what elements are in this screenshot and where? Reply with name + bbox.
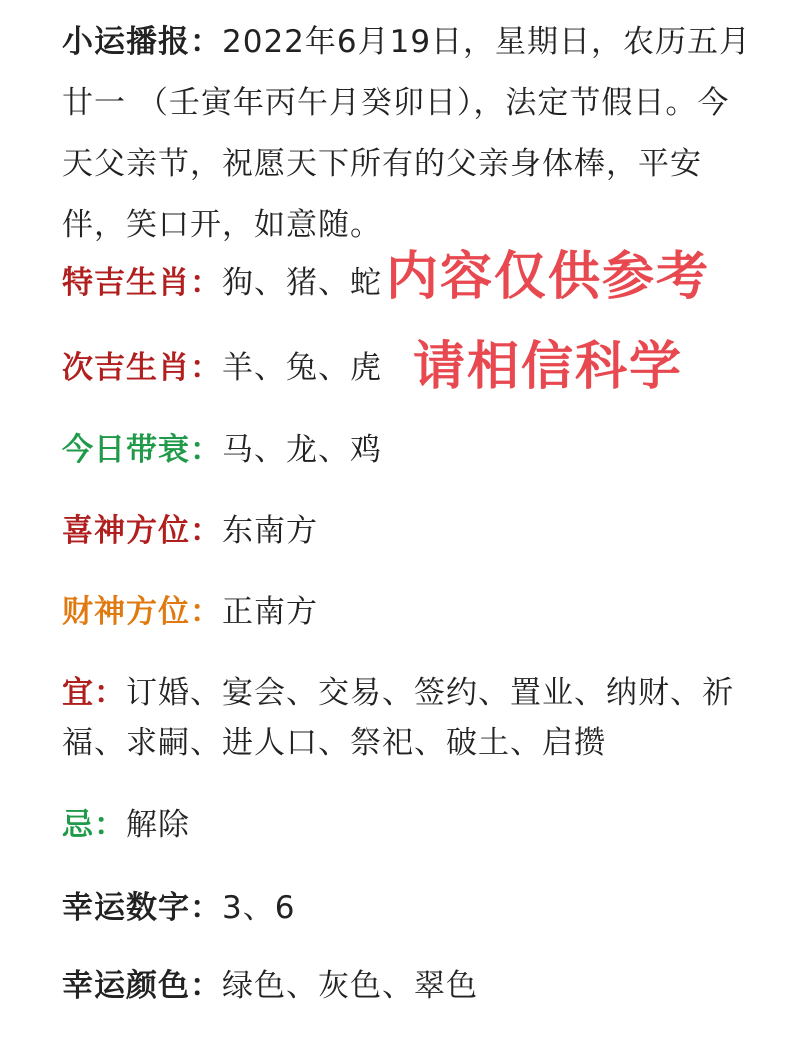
disclaimer-watermark xyxy=(383,232,713,412)
suitable-activities-label: 宜： xyxy=(62,675,126,711)
avoid-activities-row xyxy=(62,805,190,845)
unlucky-zodiac-label: 今日带衰： xyxy=(62,432,222,468)
secondary-lucky-zodiac-row xyxy=(62,348,382,388)
special-lucky-zodiac-value: 狗、猪、蛇 xyxy=(222,265,382,301)
lucky-colors-value: 绿色、灰色、翠色 xyxy=(222,968,478,1004)
watermark-line-1: 内容仅供参考 xyxy=(385,247,710,307)
joy-god-direction-label: 喜神方位： xyxy=(62,513,222,549)
lucky-colors-row xyxy=(62,966,478,1006)
special-lucky-zodiac-label: 特吉生肖： xyxy=(62,265,222,301)
unlucky-zodiac-row xyxy=(62,430,382,470)
suitable-activities-value: 订婚、宴会、交易、签约、置业、纳财、祈福、求嗣、进人口、祭祀、破土、启攒 xyxy=(62,675,734,761)
avoid-activities-label: 忌： xyxy=(62,807,126,843)
wealth-god-direction-row xyxy=(62,592,318,632)
suitable-activities-row xyxy=(62,668,752,768)
unlucky-zodiac-value: 马、龙、鸡 xyxy=(222,432,382,468)
lucky-colors-label: 幸运颜色： xyxy=(62,968,222,1004)
avoid-activities-value: 解除 xyxy=(126,807,190,843)
intro-text: 2022年6月19日，星期日，农历五月廿一 （壬寅年丙午月癸卯日），法定节假日。今天父亲节，祝愿天下所有的父亲身体棒，平安伴，笑口开，如意随。 xyxy=(62,24,752,243)
lucky-numbers-value: 3、6 xyxy=(222,890,296,926)
wealth-god-direction-label: 财神方位： xyxy=(62,594,222,630)
lucky-numbers-label: 幸运数字： xyxy=(62,890,222,926)
joy-god-direction-value: 东南方 xyxy=(222,513,318,549)
lucky-numbers-row xyxy=(62,888,295,928)
intro-paragraph xyxy=(62,0,752,256)
intro-label: 小运播报： xyxy=(62,24,222,60)
secondary-lucky-zodiac-label: 次吉生肖： xyxy=(62,350,222,386)
wealth-god-direction-value: 正南方 xyxy=(222,594,318,630)
special-lucky-zodiac-row xyxy=(62,263,382,303)
joy-god-direction-row xyxy=(62,511,318,551)
secondary-lucky-zodiac-value: 羊、兔、虎 xyxy=(222,350,382,386)
watermark-line-2: 请相信科学 xyxy=(412,337,683,397)
